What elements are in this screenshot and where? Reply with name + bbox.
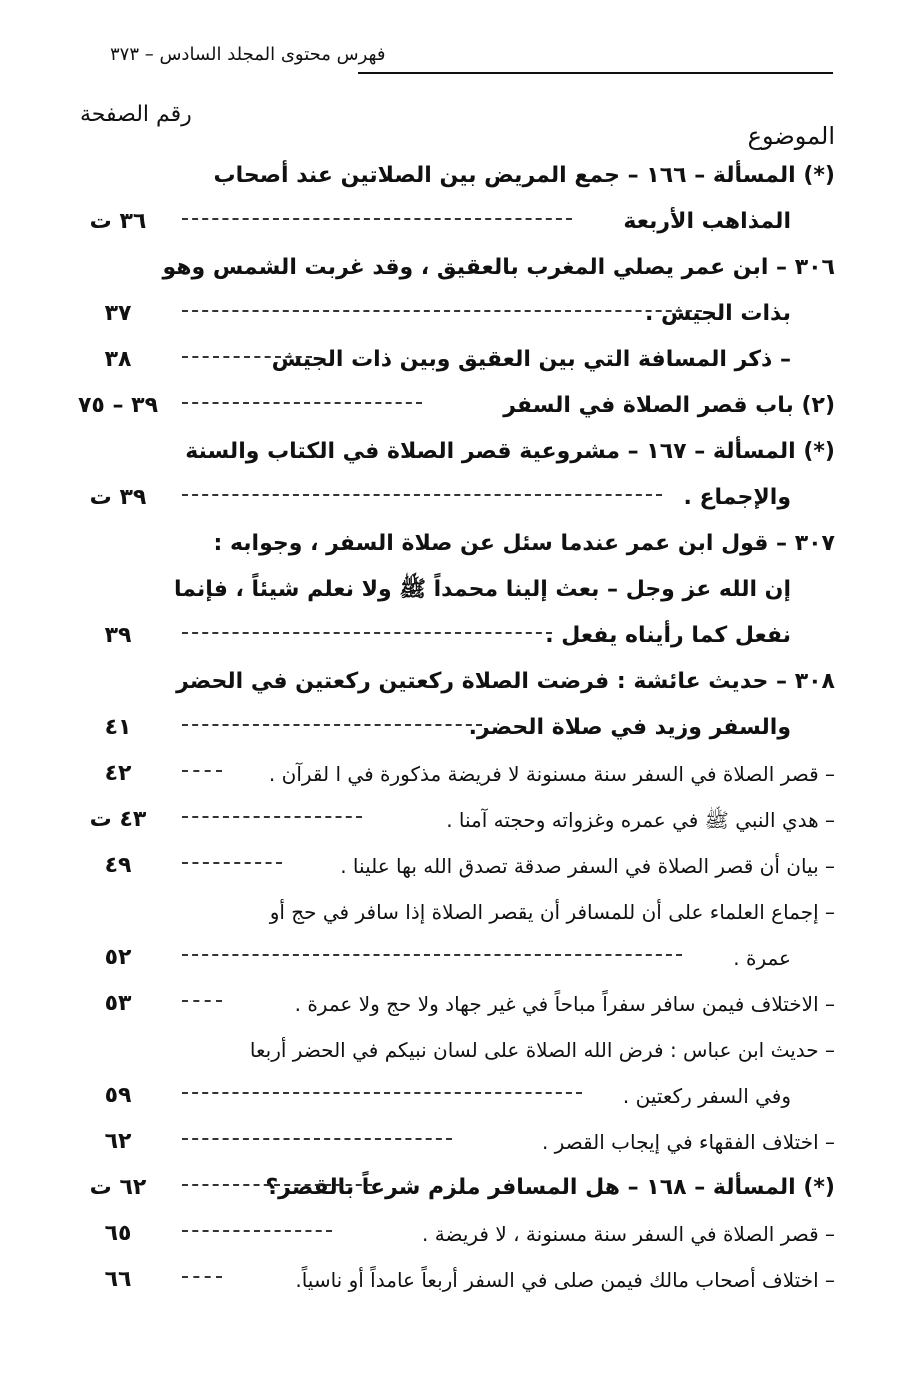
toc-row: [70, 660, 835, 704]
toc-row: [70, 1258, 835, 1302]
entry-text: – الاختلاف فيمن سافر سفراً مباحاً في غير جهاد ولا حج ولا عمرة .: [294, 992, 835, 1016]
entry-text: ٣٠٨ – حديث عائشة : فرضت الصلاة ركعتين ركعتين في الحضر: [176, 669, 835, 694]
entry-text: ٣٠٦ – ابن عمر يصلي المغرب بالعقيق ، وقد غربت الشمس وهو: [162, 255, 835, 280]
entry-text: عمرة .: [733, 946, 791, 970]
dotted-leader: [182, 1184, 372, 1186]
page-number: ٤٢: [104, 761, 132, 786]
toc-row: [70, 522, 835, 566]
entry-text: – هدي النبي ﷺ في عمره وغزواته وحجته آمنا .: [446, 808, 835, 832]
dotted-leader: [182, 494, 662, 496]
toc-row: [70, 246, 835, 290]
page-number: ٥٩: [104, 1083, 132, 1108]
dotted-leader: [182, 954, 682, 956]
dotted-leader: [182, 862, 282, 864]
toc-row: [70, 936, 835, 980]
entry-text: والإجماع .: [683, 485, 791, 510]
toc-row: [70, 614, 835, 658]
page-number-label: رقم الصفحة: [80, 102, 192, 127]
entry-text: (*) المسألة – ١٦٨ – هل المسافر ملزم شرعاً بالقصر؟: [265, 1175, 835, 1200]
subject-label: الموضوع: [747, 122, 835, 150]
dotted-leader: [182, 218, 572, 220]
entry-text: (*) المسألة – ١٦٧ – مشروعية قصر الصلاة في الكتاب والسنة: [185, 439, 835, 464]
page-number: ٣٦ ت: [89, 209, 147, 234]
entry-text: ٣٠٧ – قول ابن عمر عندما سئل عن صلاة السفر ، وجوابه :: [213, 531, 835, 556]
toc-row: [70, 1166, 835, 1210]
entry-text: – قصر الصلاة في السفر سنة مسنونة لا فريضة مذكورة في ا لقرآن .: [268, 762, 835, 786]
page-number: ٤٣ ت: [89, 807, 147, 832]
page-number: ٤١: [104, 715, 132, 740]
page-number: ٣٧: [104, 301, 132, 326]
toc-row: [70, 752, 835, 796]
entry-text: – اختلاف الفقهاء في إيجاب القصر .: [541, 1130, 835, 1154]
toc-row: [70, 1028, 835, 1072]
page-number: ٣٨: [104, 347, 132, 372]
entry-text: والسفر وزيد في صلاة الحضر.: [468, 715, 791, 740]
dotted-leader: [182, 356, 312, 358]
page-number: ٦٢ ت: [89, 1175, 147, 1200]
toc-row: [70, 982, 835, 1026]
dotted-leader: [182, 310, 702, 312]
entry-text: – قصر الصلاة في السفر سنة مسنونة ، لا فريضة .: [422, 1222, 835, 1246]
toc-row: [70, 1212, 835, 1256]
toc-row: [70, 798, 835, 842]
dotted-leader: [182, 770, 222, 772]
entry-text: وفي السفر ركعتين .: [622, 1084, 791, 1108]
page-number: ٥٣: [104, 991, 132, 1016]
entry-text: نفعل كما رأيناه يفعل .: [545, 623, 791, 648]
toc-row: [70, 1120, 835, 1164]
dotted-leader: [182, 632, 552, 634]
toc-row: [70, 706, 835, 750]
toc-row: [70, 338, 835, 382]
entry-text: – بيان أن قصر الصلاة في السفر صدقة تصدق الله بها علينا .: [340, 854, 835, 878]
toc-row: [70, 890, 835, 934]
entry-text: (٢) باب قصر الصلاة في السفر: [503, 393, 835, 418]
page-number: ٣٩ ت: [89, 485, 147, 510]
page-number: ٥٢: [104, 945, 132, 970]
entry-text: – إجماع العلماء على أن للمسافر أن يقصر الصلاة إذا سافر في حج أو: [269, 900, 835, 924]
entry-text: إن الله عز وجل – بعث إلينا محمداً ﷺ ولا نعلم شيئاً ، فإنما: [173, 577, 791, 602]
dotted-leader: [182, 816, 362, 818]
entry-text: – حديث ابن عباس : فرض الله الصلاة على لسان نبيكم في الحضر أربعا: [249, 1038, 835, 1062]
dotted-leader: [182, 1138, 452, 1140]
toc-row: [70, 844, 835, 888]
page-number: ٦٢: [104, 1129, 132, 1154]
dotted-leader: [182, 1000, 222, 1002]
entry-text: – اختلاف أصحاب مالك فيمن صلى في السفر أربعاً عامداً أو ناسياً.: [295, 1268, 835, 1292]
page-number: ٣٩ – ٧٥: [77, 393, 159, 418]
page-number: ٦٦: [104, 1267, 132, 1292]
page-number: ٣٩: [104, 623, 132, 648]
dotted-leader: [182, 724, 482, 726]
toc-row: [70, 154, 835, 198]
dotted-leader: [182, 1092, 582, 1094]
toc-row: [70, 384, 835, 428]
page-number: ٦٥: [104, 1221, 132, 1246]
page-header: [40, 42, 833, 82]
entry-text: – ذكر المسافة التي بين العقيق وبين ذات الجيش: [271, 347, 791, 372]
toc-row: [70, 476, 835, 520]
toc-row: [70, 1074, 835, 1118]
toc-row: [70, 200, 835, 244]
entry-text: (*) المسألة – ١٦٦ – جمع المريض بين الصلاتين عند أصحاب: [213, 163, 835, 188]
page-number: ٤٩: [104, 853, 132, 878]
header-title: فهرس محتوى المجلد السادس – ٣٧٣: [110, 44, 386, 65]
toc-row: [70, 568, 835, 612]
dotted-leader: [182, 402, 422, 404]
dotted-leader: [182, 1276, 222, 1278]
entry-text: بذات الجيش .: [644, 301, 791, 326]
header-rule: [358, 72, 833, 74]
entry-text: المذاهب الأربعة: [623, 209, 791, 234]
dotted-leader: [182, 1230, 332, 1232]
toc-row: [70, 292, 835, 336]
toc-row: [70, 430, 835, 474]
